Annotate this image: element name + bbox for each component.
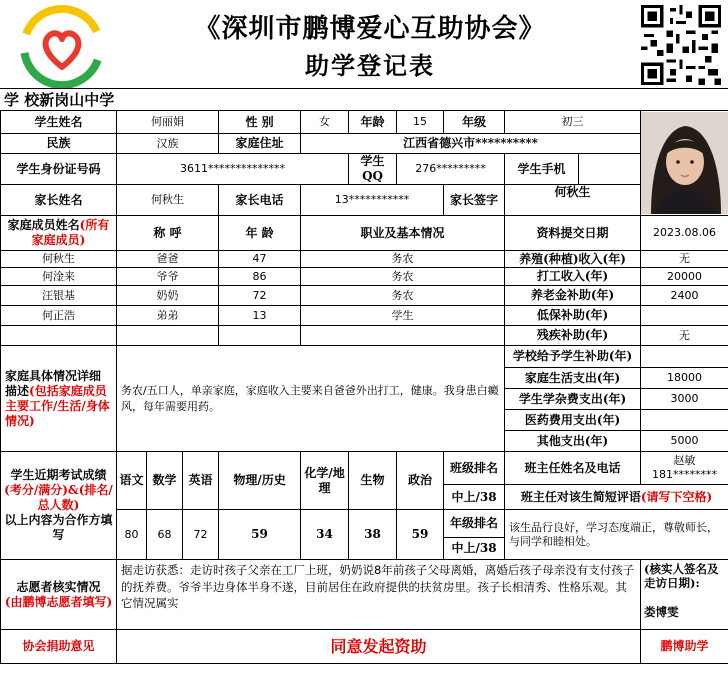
job-header: 职业及基本情况 — [301, 216, 505, 251]
tuition-expense-label: 学生学杂费支出(年) — [505, 389, 641, 410]
member-job[interactable]: 务农 — [301, 251, 505, 268]
age-label: 年龄 — [349, 111, 397, 134]
score-physics-history[interactable]: 59 — [219, 510, 301, 560]
exam-label — [1, 452, 117, 560]
subject-physics-history: 物理/历史 — [219, 452, 301, 510]
other-expense-label: 其他支出(年) — [505, 431, 641, 452]
grade-label: 年级 — [444, 111, 505, 134]
member-job[interactable]: 学生 — [301, 306, 505, 326]
title-main: 《深圳市鹏博爱心互助协会》 — [194, 14, 546, 44]
student-phone-value[interactable] — [579, 154, 641, 185]
subject-chemistry-geography: 化学/地理 — [301, 452, 349, 510]
member-name[interactable]: 何秋生 — [1, 251, 117, 268]
living-expense-value[interactable]: 18000 — [641, 368, 728, 389]
member-age[interactable]: 72 — [219, 286, 301, 306]
verifier-name: 娄博雯 — [644, 605, 679, 620]
score-chinese[interactable]: 80 — [117, 510, 147, 560]
student-portrait-icon — [641, 112, 728, 214]
teacher-name: 赵敏 — [673, 454, 696, 468]
planting-income-label: 养殖(种植)收入(年) — [505, 251, 641, 268]
school-subsidy-label: 学校给予学生补助(年) — [505, 346, 641, 368]
member-job[interactable] — [301, 326, 505, 346]
member-relation[interactable] — [117, 326, 219, 346]
relation-header: 称 呼 — [117, 216, 219, 251]
parent-signature[interactable]: 何秋生 — [505, 185, 641, 216]
student-name-label: 学生姓名 — [1, 111, 117, 134]
ethnicity-label: 民族 — [1, 134, 117, 154]
member-job[interactable]: 务农 — [301, 268, 505, 286]
parent-name-label: 家长姓名 — [1, 185, 117, 216]
planting-income-value[interactable]: 无 — [641, 251, 728, 268]
volunteer-label — [1, 560, 117, 630]
situation-text[interactable]: 务农/五口人，单亲家庭，家庭收入主要来自爸爸外出打工，健康。我身患白癜风，每年需要用药。 — [117, 346, 505, 452]
school-subsidy-value[interactable] — [641, 346, 728, 368]
member-relation[interactable]: 爷爷 — [117, 268, 219, 286]
work-income-value[interactable]: 20000 — [641, 268, 728, 286]
age-value[interactable]: 15 — [397, 111, 444, 134]
association-opinion[interactable]: 同意发起资助 — [117, 630, 641, 664]
teacher-comment-hint: (请写下空格) — [640, 489, 713, 504]
submit-date-value[interactable]: 2023.08.06 — [641, 216, 728, 251]
tuition-expense-value[interactable]: 3000 — [641, 389, 728, 410]
volunteer-label-text: 志愿者核实情况 — [16, 579, 101, 594]
address-value[interactable]: 江西省德兴市********** — [301, 134, 641, 154]
ethnicity-value[interactable]: 汉族 — [117, 134, 219, 154]
parent-phone-value[interactable]: 13*********** — [301, 185, 444, 216]
verifier-cell[interactable] — [641, 560, 728, 630]
class-rank-label: 班级排名 — [444, 452, 505, 485]
student-id-value[interactable]: 3611************** — [117, 154, 349, 185]
other-expense-value[interactable]: 5000 — [641, 431, 728, 452]
member-age[interactable] — [219, 326, 301, 346]
class-rank-value[interactable]: 中上/38 — [444, 485, 505, 510]
grade-value[interactable]: 初三 — [505, 111, 641, 134]
member-name[interactable]: 汪银基 — [1, 286, 117, 306]
student-phone-label: 学生手机 — [505, 154, 579, 185]
pengbo-aid-label: 鹏博助学 — [641, 630, 728, 664]
member-relation[interactable]: 弟弟 — [117, 306, 219, 326]
teacher-contact[interactable] — [641, 452, 728, 485]
parent-sign-label: 家长签字 — [444, 185, 505, 216]
school-row — [0, 88, 728, 110]
score-math[interactable]: 68 — [147, 510, 183, 560]
qr-code-icon[interactable] — [641, 5, 721, 85]
grade-rank-value[interactable]: 中上/38 — [444, 538, 505, 560]
exam-label-partner: 以上内容为合作方填写 — [4, 513, 113, 542]
family-header-note: (所有家庭成员) — [31, 218, 110, 247]
gender-label: 性 别 — [219, 111, 301, 134]
exam-label-note: (考分/满分)&(排名/总人数) — [4, 483, 113, 512]
teacher-phone: 181******** — [652, 468, 718, 481]
subject-math: 数学 — [147, 452, 183, 510]
score-chemistry-geography[interactable]: 34 — [301, 510, 349, 560]
subject-biology: 生物 — [349, 452, 397, 510]
member-relation[interactable]: 奶奶 — [117, 286, 219, 306]
member-age[interactable]: 86 — [219, 268, 301, 286]
gender-value[interactable]: 女 — [301, 111, 349, 134]
verifier-label: (核实人签名及走访日期): — [644, 562, 719, 591]
volunteer-label-note: (由鹏博志愿者填写) — [4, 594, 113, 609]
qq-label: 学生QQ — [349, 154, 397, 185]
volunteer-text[interactable]: 据走访获悉：走访时孩子父亲在工厂上班，奶奶说8年前孩子父母离婚，离婚后孩子母亲没有支付孩子的抚养费。爷爷半边身体半身不遂，目前居住在政府提供的扶贫房里。孩子长相清秀、性格乐观。其它情况属实 — [117, 560, 641, 630]
situation-label-text: 家庭具体情况详细描述 — [5, 368, 102, 398]
subject-politics: 政治 — [397, 452, 444, 510]
teacher-comment-label-text: 班主任对该生简短评语 — [520, 489, 641, 504]
work-income-label: 打工收入(年) — [505, 268, 641, 286]
score-biology[interactable]: 38 — [349, 510, 397, 560]
grade-rank-label: 年级排名 — [444, 510, 505, 538]
teacher-comment-label — [505, 485, 728, 510]
situation-label — [1, 346, 117, 452]
school-name: 新岗山中学 — [39, 91, 115, 109]
heart-logo-icon — [20, 5, 104, 89]
teacher-comment[interactable]: 该生品行良好，学习态度端正，尊敬师长，与同学和睦相处。 — [505, 510, 728, 560]
member-age[interactable]: 13 — [219, 306, 301, 326]
subject-chinese: 语文 — [117, 452, 147, 510]
student-photo — [641, 111, 728, 216]
member-name[interactable]: 何淦来 — [1, 268, 117, 286]
family-member-header — [1, 216, 117, 251]
situation-label-note: (包括家庭成员主要工作/生活/身体情况) — [5, 383, 110, 428]
school-label: 学 校 — [4, 91, 40, 109]
pension-label: 养老金补助(年) — [505, 286, 641, 306]
qq-value[interactable]: 276********* — [397, 154, 505, 185]
disability-label: 残疾补助(年) — [505, 326, 641, 346]
subsistence-value[interactable] — [641, 306, 728, 326]
subsistence-label: 低保补助(年) — [505, 306, 641, 326]
medical-expense-label: 医药费用支出(年) — [505, 410, 641, 431]
score-politics[interactable]: 59 — [397, 510, 444, 560]
parent-name-value[interactable]: 何秋生 — [117, 185, 219, 216]
disability-value[interactable]: 无 — [641, 326, 728, 346]
registration-form — [0, 110, 728, 664]
score-english[interactable]: 72 — [183, 510, 219, 560]
teacher-name-label: 班主任姓名及电话 — [505, 452, 641, 485]
student-id-label: 学生身份证号码 — [1, 154, 117, 185]
member-age[interactable]: 47 — [219, 251, 301, 268]
address-label: 家庭住址 — [219, 134, 301, 154]
association-opinion-label: 协会捐助意见 — [1, 630, 117, 664]
living-expense-label: 家庭生活支出(年) — [505, 368, 641, 389]
header — [0, 0, 728, 88]
member-relation[interactable]: 爸爸 — [117, 251, 219, 268]
member-job[interactable]: 务农 — [301, 286, 505, 306]
student-name-value[interactable]: 何丽娟 — [117, 111, 219, 134]
subject-english: 英语 — [183, 452, 219, 510]
member-name[interactable] — [1, 326, 117, 346]
exam-label-text: 学生近期考试成绩 — [10, 468, 107, 482]
family-header-text: 家庭成员姓名 — [7, 218, 80, 232]
pension-value[interactable]: 2400 — [641, 286, 728, 306]
submit-date-label: 资料提交日期 — [505, 216, 641, 251]
title-sub: 助学登记表 — [305, 51, 435, 80]
member-name[interactable]: 何正浩 — [1, 306, 117, 326]
member-age-header: 年 龄 — [219, 216, 301, 251]
medical-expense-value[interactable] — [641, 410, 728, 431]
parent-phone-label: 家长电话 — [219, 185, 301, 216]
